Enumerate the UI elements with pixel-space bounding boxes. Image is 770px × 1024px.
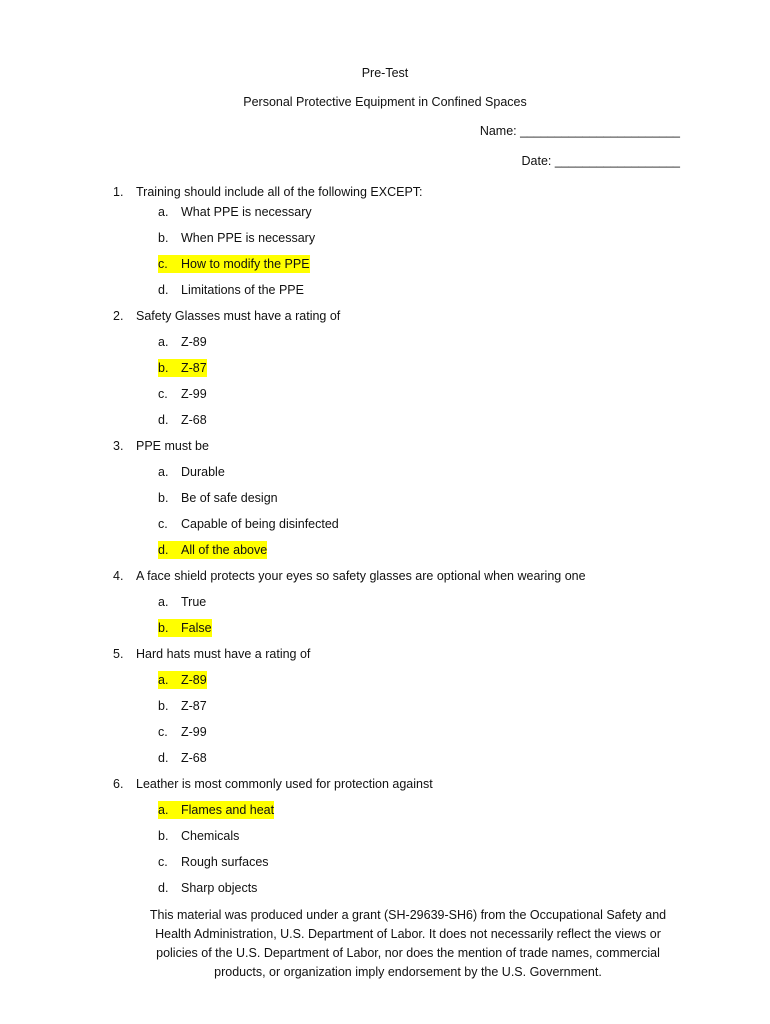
option-text: Durable xyxy=(181,465,225,479)
question-2 xyxy=(113,307,340,325)
option-letter: c. xyxy=(158,387,168,401)
option-5a-answer xyxy=(158,671,207,689)
option-3c xyxy=(158,515,339,533)
option-letter: b. xyxy=(158,829,169,843)
option-text: Z-68 xyxy=(181,751,207,765)
option-letter: b. xyxy=(158,231,169,245)
question-4 xyxy=(113,567,586,585)
option-letter: a. xyxy=(158,673,169,687)
option-text: What PPE is necessary xyxy=(181,205,312,219)
question-number: 3. xyxy=(113,439,124,453)
option-letter: a. xyxy=(158,205,169,219)
option-letter: b. xyxy=(158,621,169,635)
question-number: 1. xyxy=(113,185,124,199)
option-1a xyxy=(158,203,312,221)
question-5 xyxy=(113,645,310,663)
option-letter: c. xyxy=(158,517,168,531)
option-text: Chemicals xyxy=(181,829,240,843)
question-1 xyxy=(113,183,423,201)
option-5b xyxy=(158,697,207,715)
disclaimer-line: This material was produced under a grant (SH-29639-SH6) from the Occupational Safety and xyxy=(149,908,667,922)
option-4a xyxy=(158,593,206,611)
option-6b xyxy=(158,827,239,845)
option-letter: c. xyxy=(158,855,168,869)
disclaimer-line: Health Administration, U.S. Department of Labor. It does not necessarily reflect the views or xyxy=(155,927,661,941)
question-text: Leather is most commonly used for protection against xyxy=(136,777,433,791)
question-number: 6. xyxy=(113,777,124,791)
question-number: 4. xyxy=(113,569,124,583)
option-letter: d. xyxy=(158,543,169,557)
option-text: Z-89 xyxy=(181,673,207,687)
option-text: Z-87 xyxy=(181,361,207,375)
option-letter: d. xyxy=(158,413,169,427)
option-text: Z-89 xyxy=(181,335,207,349)
option-letter: a. xyxy=(158,595,169,609)
option-3a xyxy=(158,463,225,481)
option-4b-answer xyxy=(158,619,212,637)
option-letter: d. xyxy=(158,283,169,297)
question-number: 5. xyxy=(113,647,124,661)
option-1d xyxy=(158,281,304,299)
option-text: Be of safe design xyxy=(181,491,278,505)
option-text: Sharp objects xyxy=(181,881,258,895)
document-title: Personal Protective Equipment in Confined Spaces xyxy=(243,95,527,109)
option-text: Capable of being disinfected xyxy=(181,517,339,531)
option-1b xyxy=(158,229,315,247)
option-6d xyxy=(158,879,257,897)
option-text: Limitations of the PPE xyxy=(181,283,304,297)
option-1c-answer xyxy=(158,255,310,273)
option-letter: a. xyxy=(158,803,169,817)
option-text: False xyxy=(181,621,212,635)
option-3d-answer xyxy=(158,541,267,559)
question-number: 2. xyxy=(113,309,124,323)
option-text: How to modify the PPE xyxy=(181,257,310,271)
question-text: Training should include all of the following EXCEPT: xyxy=(136,185,423,199)
option-text: Z-87 xyxy=(181,699,207,713)
option-letter: c. xyxy=(158,725,168,739)
option-5c xyxy=(158,723,207,741)
option-text: Rough surfaces xyxy=(181,855,269,869)
question-6 xyxy=(113,775,433,793)
option-text: Z-68 xyxy=(181,413,207,427)
option-letter: a. xyxy=(158,465,169,479)
question-3 xyxy=(113,437,209,455)
option-6c xyxy=(158,853,269,871)
option-letter: b. xyxy=(158,699,169,713)
disclaimer-line: products, or organization imply endorsement by the U.S. Government. xyxy=(214,965,602,979)
option-text: Z-99 xyxy=(181,387,207,401)
option-text: All of the above xyxy=(181,543,268,557)
pretest-heading: Pre-Test xyxy=(361,66,409,80)
option-3b xyxy=(158,489,278,507)
option-letter: b. xyxy=(158,491,169,505)
grant-disclaimer xyxy=(130,906,686,982)
option-letter: d. xyxy=(158,751,169,765)
option-2a xyxy=(158,333,207,351)
name-field: Name: _______________________ xyxy=(479,124,680,138)
option-text: When PPE is necessary xyxy=(181,231,316,245)
option-text: True xyxy=(181,595,207,609)
option-2b-answer xyxy=(158,359,207,377)
date-field: Date: __________________ xyxy=(521,154,680,168)
option-text: Z-99 xyxy=(181,725,207,739)
option-letter: c. xyxy=(158,257,168,271)
disclaimer-line: policies of the U.S. Department of Labor, nor does the mention of trade names, commercial xyxy=(156,946,660,960)
option-5d xyxy=(158,749,207,767)
question-text: Hard hats must have a rating of xyxy=(136,647,311,661)
option-letter: a. xyxy=(158,335,169,349)
option-2c xyxy=(158,385,207,403)
option-6a-answer xyxy=(158,801,274,819)
option-letter: d. xyxy=(158,881,169,895)
question-text: PPE must be xyxy=(136,439,209,453)
option-text: Flames and heat xyxy=(181,803,275,817)
question-text: Safety Glasses must have a rating of xyxy=(136,309,341,323)
option-2d xyxy=(158,411,207,429)
option-letter: b. xyxy=(158,361,169,375)
question-text: A face shield protects your eyes so safety glasses are optional when wearing one xyxy=(136,569,586,583)
